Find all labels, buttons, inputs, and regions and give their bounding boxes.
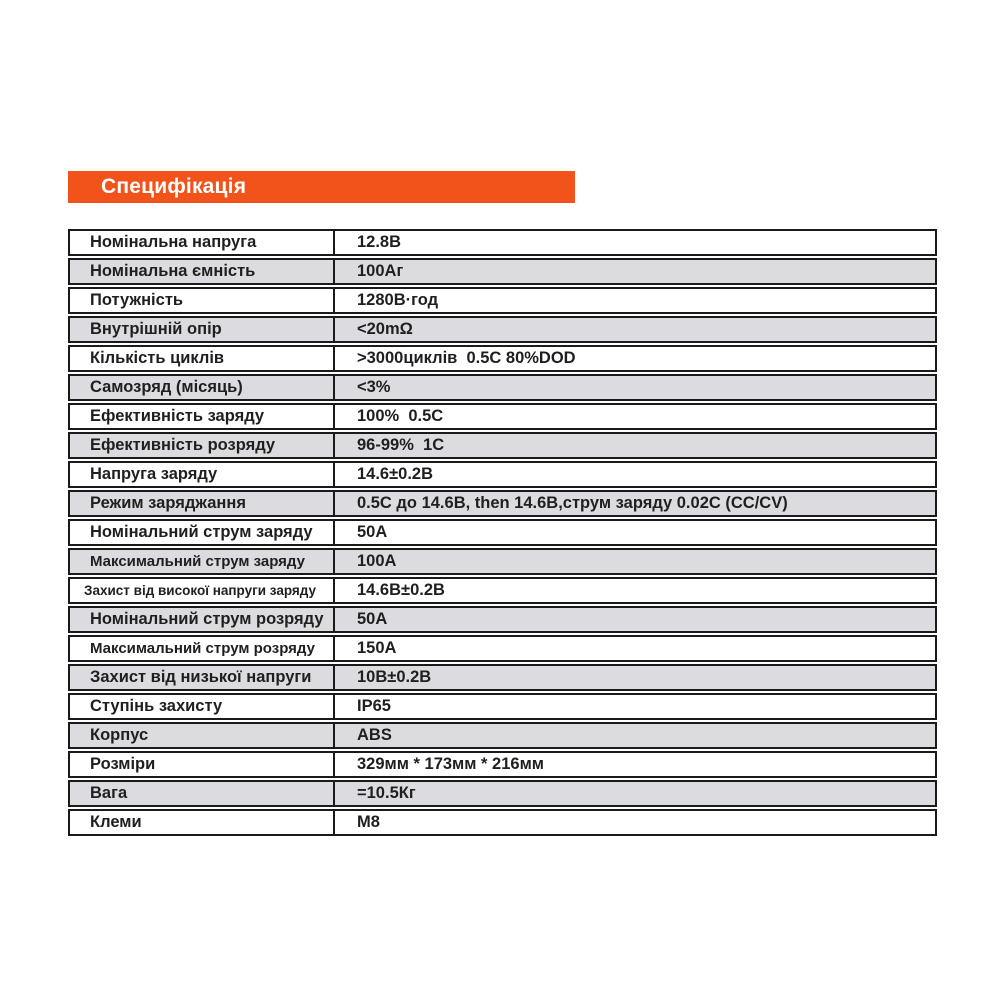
table-row: [68, 316, 937, 343]
spec-value: 0.5C до 14.6В, then 14.6В,струм заряду 0.02C (CC/CV): [357, 494, 788, 512]
spec-label: Потужність: [70, 289, 335, 312]
spec-label: Захист від високої напруги заряду: [70, 579, 335, 602]
spec-value: 100Аг: [357, 262, 404, 280]
spec-label: Ефективність розряду: [70, 434, 335, 457]
table-row: [68, 490, 937, 517]
spec-value: >3000циклів 0.5C 80%DOD: [357, 349, 576, 367]
spec-value: 14.6±0.2В: [357, 465, 434, 483]
spec-label: Режим заряджання: [70, 492, 335, 515]
spec-label: Ступінь захисту: [70, 695, 335, 718]
spec-label: Максимальний струм заряду: [70, 550, 335, 573]
table-row: [68, 461, 937, 488]
spec-value: IP65: [357, 697, 391, 715]
spec-value: 150А: [357, 639, 397, 657]
table-row: [68, 577, 937, 604]
spec-value: <3%: [357, 378, 391, 396]
spec-value: 12.8В: [357, 233, 402, 251]
section-header-bar: [68, 171, 575, 203]
spec-label: Клеми: [70, 811, 335, 834]
spec-value: 96-99% 1C: [357, 436, 445, 454]
table-row: [68, 374, 937, 401]
table-row: [68, 751, 937, 778]
table-row: [68, 345, 937, 372]
table-row: [68, 606, 937, 633]
spec-label: Захист від низької напруги: [70, 666, 335, 689]
spec-value: 100% 0.5C: [357, 407, 444, 425]
table-row: [68, 635, 937, 662]
spec-label: Кількість циклів: [70, 347, 335, 370]
spec-table: [68, 229, 937, 838]
table-row: [68, 693, 937, 720]
table-row: [68, 229, 937, 256]
spec-value: 50А: [357, 610, 388, 628]
spec-label: Вага: [70, 782, 335, 805]
spec-value: =10.5Кг: [357, 784, 416, 802]
spec-label: Номінальна ємність: [70, 260, 335, 283]
spec-label: Розміри: [70, 753, 335, 776]
spec-label: Внутрішній опір: [70, 318, 335, 341]
table-row: [68, 432, 937, 459]
spec-value: М8: [357, 813, 380, 831]
spec-value: 100А: [357, 552, 397, 570]
table-row: [68, 664, 937, 691]
spec-value: 10В±0.2В: [357, 668, 432, 686]
spec-label: Корпус: [70, 724, 335, 747]
spec-value: ABS: [357, 726, 392, 744]
spec-value: 14.6В±0.2В: [357, 581, 445, 599]
page-title: Специфікація: [101, 175, 247, 198]
spec-label: Самозряд (місяць): [70, 376, 335, 399]
spec-value: <20mΩ: [357, 320, 413, 338]
spec-value: 329мм * 173мм * 216мм: [357, 755, 545, 773]
spec-label: Номінальний струм заряду: [70, 521, 335, 544]
spec-label: Напруга заряду: [70, 463, 335, 486]
table-row: [68, 287, 937, 314]
table-row: [68, 258, 937, 285]
spec-label: Максимальний струм розряду: [70, 637, 335, 660]
table-row: [68, 809, 937, 836]
table-row: [68, 780, 937, 807]
spec-label: Ефективність заряду: [70, 405, 335, 428]
table-row: [68, 403, 937, 430]
table-row: [68, 548, 937, 575]
spec-value: 1280В·год: [357, 291, 439, 309]
spec-label: Номінальний струм розряду: [70, 608, 335, 631]
spec-label: Номінальна напруга: [70, 231, 335, 254]
table-row: [68, 519, 937, 546]
spec-value: 50А: [357, 523, 388, 541]
table-row: [68, 722, 937, 749]
